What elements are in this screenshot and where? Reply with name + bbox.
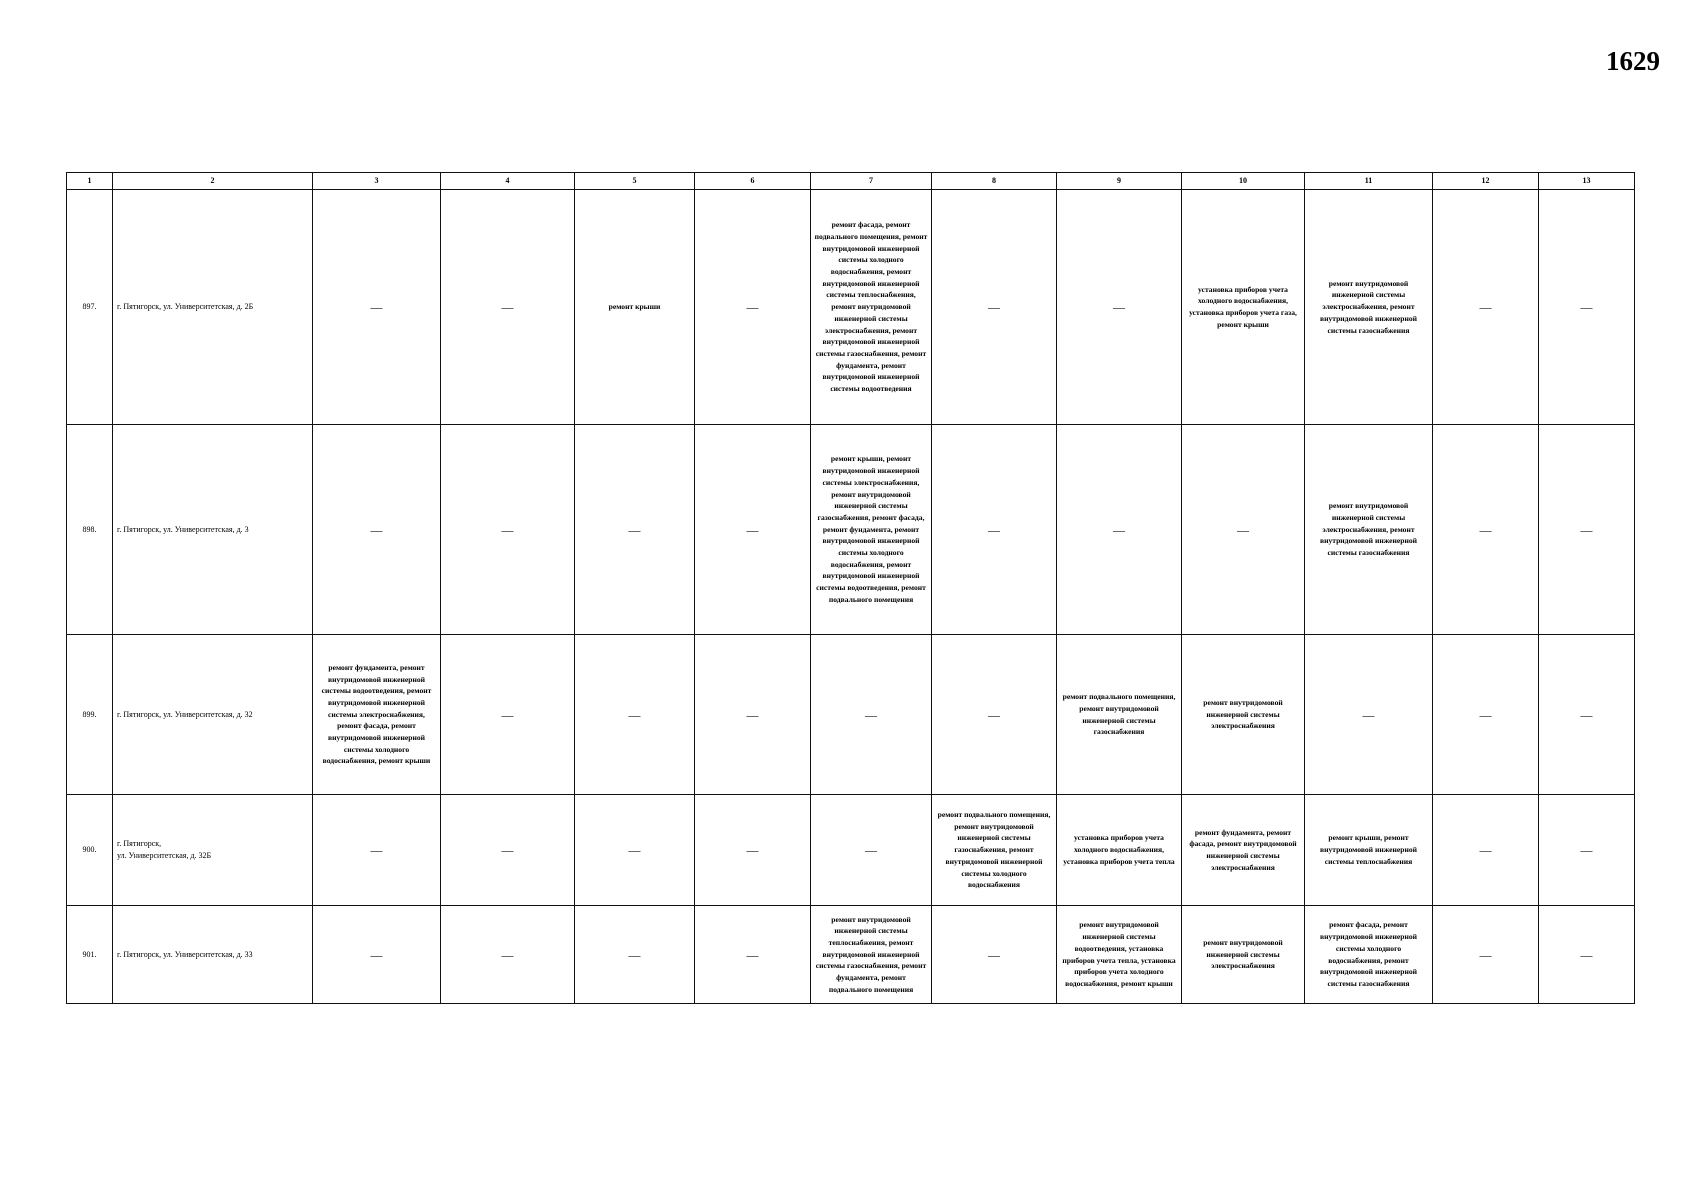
- work-cell: ремонт крыши: [575, 190, 695, 425]
- work-cell: ремонт крыши, ремонт внутридомовой инженерной системы теплоснабжения: [1305, 795, 1433, 906]
- address-cell: г. Пятигорск, ул. Университетская, д. 3: [113, 425, 313, 635]
- work-cell: ремонт внутридомовой инженерной системы электроснабжения: [1182, 906, 1305, 1004]
- dash-cell: —: [1433, 635, 1539, 795]
- dash-cell: —: [441, 635, 575, 795]
- dash-cell: —: [695, 190, 811, 425]
- dash-cell: —: [441, 190, 575, 425]
- dash-cell: —: [932, 425, 1057, 635]
- work-cell: установка приборов учета холодного водоснабжения, установка приборов учета газа, ремонт крыши: [1182, 190, 1305, 425]
- row-number: 901.: [67, 906, 113, 1004]
- dash-cell: —: [313, 425, 441, 635]
- dash-cell: —: [932, 906, 1057, 1004]
- dash-cell: —: [575, 635, 695, 795]
- work-cell: ремонт фасада, ремонт внутридомовой инженерной системы холодного водоснабжения, ремонт внутридомовой инженерной системы газоснабжения: [1305, 906, 1433, 1004]
- row-number: 900.: [67, 795, 113, 906]
- work-cell: ремонт подвального помещения, ремонт внутридомовой инженерной системы газоснабжения, ремонт внутридомовой инженерной системы холодного водоснабжения: [932, 795, 1057, 906]
- table-row: [67, 635, 1635, 795]
- dash-cell: —: [575, 906, 695, 1004]
- address-line: ул. Университетская, д. 32Б: [117, 851, 212, 860]
- table-row: [67, 190, 1635, 425]
- work-cell: ремонт фасада, ремонт подвального помещения, ремонт внутридомовой инженерной системы холодного водоснабжения, ремонт внутридомовой инженерной системы теплоснабжения, ремонт внутридомовой инженерной системы электроснабжения, ремонт внутридомовой инженерной системы газоснабжения, ремонт фундамента, ремонт внутридомовой инженерной системы водоотведения: [811, 190, 932, 425]
- dash-cell: —: [1433, 906, 1539, 1004]
- dash-cell: —: [1433, 795, 1539, 906]
- address-cell: г. Пятигорск, ул. Университетская, д. 2Б: [113, 190, 313, 425]
- dash-cell: —: [1539, 906, 1635, 1004]
- dash-cell: —: [1433, 425, 1539, 635]
- column-header: 1: [67, 173, 113, 190]
- dash-cell: —: [441, 425, 575, 635]
- dash-cell: —: [441, 906, 575, 1004]
- work-cell: ремонт внутридомовой инженерной системы водоотведения, установка приборов учета тепла, установка приборов учета холодного водоснабжения, ремонт крыши: [1057, 906, 1182, 1004]
- work-cell: ремонт фундамента, ремонт внутридомовой инженерной системы водоотведения, ремонт внутридомовой инженерной системы электроснабжения, ремонт фасада, ремонт внутридомовой инженерной системы холодного водоснабжения, ремонт крыши: [313, 635, 441, 795]
- work-cell: ремонт внутридомовой инженерной системы теплоснабжения, ремонт внутридомовой инженерной системы газоснабжения, ремонт фундамента, ремонт подвального помещения: [811, 906, 932, 1004]
- dash-cell: —: [575, 795, 695, 906]
- dash-cell: —: [1305, 635, 1433, 795]
- column-header: 8: [932, 173, 1057, 190]
- address-cell: г. Пятигорск, ул. Университетская, д. 32: [113, 635, 313, 795]
- dash-cell: —: [932, 635, 1057, 795]
- row-number: 899.: [67, 635, 113, 795]
- page-number: 1629: [1606, 46, 1660, 76]
- address-cell: [113, 795, 313, 906]
- dash-cell: —: [1057, 425, 1182, 635]
- dash-cell: —: [695, 425, 811, 635]
- repair-schedule-table: [66, 172, 1635, 1004]
- row-number: 897.: [67, 190, 113, 425]
- column-header: 6: [695, 173, 811, 190]
- address-line: г. Пятигорск,: [117, 839, 162, 848]
- dash-cell: —: [1433, 190, 1539, 425]
- dash-cell: —: [575, 425, 695, 635]
- column-header: 13: [1539, 173, 1635, 190]
- column-header: 10: [1182, 173, 1305, 190]
- work-cell: ремонт подвального помещения, ремонт внутридомовой инженерной системы газоснабжения: [1057, 635, 1182, 795]
- work-cell: установка приборов учета холодного водоснабжения, установка приборов учета тепла: [1057, 795, 1182, 906]
- dash-cell: —: [695, 635, 811, 795]
- dash-cell: —: [695, 795, 811, 906]
- column-header: 5: [575, 173, 695, 190]
- column-number-header-row: [67, 173, 1635, 190]
- row-number: 898.: [67, 425, 113, 635]
- dash-cell: —: [1539, 190, 1635, 425]
- dash-cell: —: [313, 795, 441, 906]
- dash-cell: —: [441, 795, 575, 906]
- column-header: 12: [1433, 173, 1539, 190]
- table-row: [67, 795, 1635, 906]
- column-header: 9: [1057, 173, 1182, 190]
- address-cell: г. Пятигорск, ул. Университетская, д. 33: [113, 906, 313, 1004]
- dash-cell: —: [1539, 425, 1635, 635]
- column-header: 11: [1305, 173, 1433, 190]
- work-cell: ремонт внутридомовой инженерной системы электроснабжения: [1182, 635, 1305, 795]
- dash-cell: —: [313, 190, 441, 425]
- dash-cell: —: [1539, 795, 1635, 906]
- dash-cell: —: [1057, 190, 1182, 425]
- dash-cell: —: [932, 190, 1057, 425]
- dash-cell: —: [1539, 635, 1635, 795]
- work-cell: ремонт крыши, ремонт внутридомовой инженерной системы электроснабжения, ремонт внутридомовой инженерной системы газоснабжения, ремонт фасада, ремонт фундамента, ремонт внутридомовой инженерной системы холодного водоснабжения, ремонт внутридомовой инженерной системы водоотведения, ремонт подвального помещения: [811, 425, 932, 635]
- work-cell: ремонт фундамента, ремонт фасада, ремонт внутридомовой инженерной системы электроснабжения: [1182, 795, 1305, 906]
- table-row: [67, 906, 1635, 1004]
- dash-cell: —: [695, 906, 811, 1004]
- dash-cell: —: [313, 906, 441, 1004]
- dash-cell: —: [1182, 425, 1305, 635]
- table-row: [67, 425, 1635, 635]
- dash-cell: —: [811, 795, 932, 906]
- column-header: 2: [113, 173, 313, 190]
- dash-cell: —: [811, 635, 932, 795]
- column-header: 7: [811, 173, 932, 190]
- work-cell: ремонт внутридомовой инженерной системы электроснабжения, ремонт внутридомовой инженерной системы газоснабжения: [1305, 425, 1433, 635]
- column-header: 4: [441, 173, 575, 190]
- work-cell: ремонт внутридомовой инженерной системы электроснабжения, ремонт внутридомовой инженерной системы газоснабжения: [1305, 190, 1433, 425]
- column-header: 3: [313, 173, 441, 190]
